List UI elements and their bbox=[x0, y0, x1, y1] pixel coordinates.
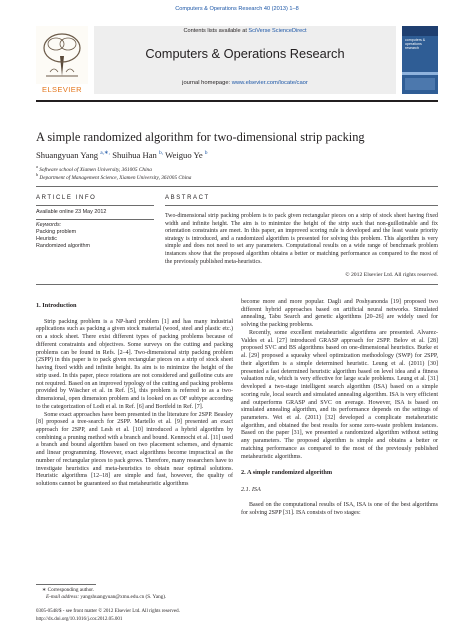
article-history: Available online 23 May 2012 bbox=[36, 209, 107, 215]
sciencedirect-link[interactable]: SciVerse ScienceDirect bbox=[248, 28, 307, 34]
homepage-line bbox=[94, 80, 396, 86]
homepage-prefix: journal homepage: bbox=[182, 80, 232, 86]
left-column bbox=[36, 302, 233, 489]
issn-line: 0305-0548/$ - see front matter © 2012 Elsevier Ltd. All rights reserved. bbox=[36, 609, 180, 614]
author-marks[interactable]: a,∗, bbox=[100, 150, 111, 157]
abstract-text: Two-dimensional strip packing problem is to pack given rectangular pieces on a strip of stock sheet having fixed width and infinite height. The aim is to minimize the height of the strip such that non-guillotinable and fix orientation constraints are meet. In this paper, an improved scoring rule is developed and the least waste priority strategy is introduced, and a randomized algorithm is presented for solving this problem. This algorithm is very simple and does not need to set any parameters. Computational results on a wide range of benchmark problem instances show that the proposed algorithm obtains a better or matching performance as compared to the most of the previously published meta-heuristics. bbox=[165, 213, 438, 265]
contents-prefix: Contents lists available at bbox=[183, 28, 249, 34]
keywords-block bbox=[36, 222, 90, 250]
article-info-heading: ARTICLE INFO bbox=[36, 195, 97, 201]
affiliation-text: Department of Management Science, Xiamen University, 361005 China bbox=[39, 174, 192, 181]
cover-title: computers & operations research bbox=[405, 38, 426, 51]
affiliation bbox=[36, 172, 191, 181]
homepage-link[interactable]: www.elsevier.com/locate/caor bbox=[231, 80, 308, 86]
body-paragraph: Some exact approaches have been presented in the literature for 2SPP. Beasley [8] proposed a tree-search for 2SPP. Martello et al. [9] presented an exact approach for 2SPP, and Lesh et al. [10] introduced a hybrid algorithm by combining a pruning method with a branch and bound. Kenmochi et al. [11] used a branch and bound algorithm based on two placement schemes, and dynamic and linear programming. However, exact algorithms become impractical as the number of rectangular pieces to pack grows. Therefore, many researchers have to investigate heuristics and meta-heuristics to obtain near optimal solutions. Heuristic algorithms [12–18] are simple and fast, however, the quality of solutions cannot be guaranteed so that metaheuristic algorithms bbox=[36, 411, 233, 488]
history-rule bbox=[36, 219, 154, 220]
email-line bbox=[36, 594, 233, 601]
author-name[interactable]: Weiguo Ye bbox=[165, 150, 203, 160]
publisher-name: ELSEVIER bbox=[42, 85, 82, 94]
body-paragraph: Recently, some excellent metaheuristic algorithms are presented. Alvarez-Valdes et al. [27] introduced GRASP approach for 2SPP. Belov et al. [28] proposed SVC and BS algorithms based on one-dimensional heuristics. Burke et al. [29] proposed a squeaky wheel optimization methodology (SWP) for 2SPP, their algorithm is a simple determined heuristic. Leung et al. (2011) [30] presented a fast determined heuristic algorithm based on level idea and a fitness valuation rule, which is very effective for large scale problems. Leung et al. [31] developed a two-stage intelligent search algorithm (ISA) based on a simple scoring rule, local search and simulated annealing algorithm. ISA is very efficient and outperforms GRASP and SVC on average. However, ISA is based on simulated annealing algorithm, and its performance depends on the settings of parameters. Wei et al. (2011) [32] developed a complicate metaheuristic algorithm, and obtained the best results for some zero-waste problem instances. Based on the paper [31], we presented a randomized algorithm without setting any parameters. The proposed algorithm is simple and obtains a better or matching performance as compared to the most of the previously published metaheuristic algorithms. bbox=[241, 329, 438, 460]
journal-cover-thumbnail[interactable] bbox=[402, 26, 438, 94]
cover-stripe bbox=[402, 72, 438, 75]
keyword: Randomized algorithm bbox=[36, 243, 90, 250]
affiliation-mark: b bbox=[36, 172, 39, 177]
section-gap bbox=[241, 461, 438, 469]
keywords-label: Keywords: bbox=[36, 222, 62, 228]
section-heading-randomized-algorithm: 2. A simple randomized algorithm bbox=[241, 469, 333, 477]
abstract-heading: ABSTRACT bbox=[165, 195, 210, 201]
publisher-logo[interactable] bbox=[36, 26, 88, 94]
right-column bbox=[241, 299, 438, 517]
elsevier-tree-icon bbox=[36, 26, 88, 84]
copyright-line: © 2012 Elsevier Ltd. All rights reserved. bbox=[345, 272, 438, 278]
author-name[interactable]: Shuangyuan Yang bbox=[36, 150, 99, 160]
subsection-heading-isa: 2.1. ISA bbox=[241, 486, 261, 494]
info-top-rule bbox=[36, 186, 438, 187]
author-marks[interactable]: b bbox=[204, 150, 208, 157]
running-head: Computers & Operations Research 40 (2013) 1–8 bbox=[175, 6, 299, 12]
journal-name: Computers & Operations Research bbox=[145, 46, 345, 61]
corresponding-author-note: ∗ Corresponding author. bbox=[42, 587, 95, 593]
affiliation-text: Software school of Xiamen University, 361005 China bbox=[39, 166, 152, 173]
cover-block bbox=[405, 78, 435, 90]
cover-band bbox=[402, 26, 438, 36]
author-marks[interactable]: b, bbox=[159, 150, 164, 157]
keyword: Heuristic bbox=[36, 236, 57, 243]
email-label: E-mail address: bbox=[46, 594, 81, 600]
affiliation-mark: a bbox=[36, 164, 38, 169]
doi-link[interactable]: http://dx.doi.org/10.1016/j.cor.2012.05.001 bbox=[36, 617, 123, 622]
contents-line bbox=[94, 28, 396, 34]
footnote-rule bbox=[36, 584, 96, 585]
masthead-rule bbox=[36, 100, 438, 102]
body-paragraph: become more and more popular. Dagli and Poshyanonda [19] proposed two different hybrid approaches based on artificial neural networks. Simulated annealing, Tabu Search and genetic algorithms [20–26] are widely used for solving the packing problems. bbox=[241, 299, 438, 329]
footnote bbox=[36, 587, 233, 601]
body-paragraph: Based on the computational results of ISA, ISA is one of the best algorithms for solving 2SPP [31]. ISA consists of two stages: bbox=[241, 501, 438, 516]
author-name[interactable]: Shuihua Han bbox=[112, 150, 157, 160]
keyword: Packing problem bbox=[36, 229, 77, 236]
body-paragraph: Strip packing problem is a NP-hard problem [1] and has many industrial applications such as packing a given stock material (wood, steel and plastic etc.) on a stock sheet. There exist different types of packing problems because of different constraints and objectives. Some surveys on the cutting and packing problems can be found in Refs. [2–4]. Two-dimensional strip packing problem (2SPP) in this paper is to pack given rectangular pieces on a strip of stock sheet having fixed width and infinite height. Its aim is to minimize the height of the strip used. In this paper, piece rotations are not considered and guillotine cuts are not required. Based on an improved typology of the cutting and packing problems provided by Wäscher et al. in Ref. [5], this problem is referred to as a two-dimensional, open dimension problem and is looked on as OF subtype according to the categorization of Lodi et al. in Ref. [6] and Bortfeld in Ref. [7]. bbox=[36, 318, 233, 410]
abstract-bottom-rule bbox=[36, 284, 438, 285]
article-title: A simple randomized algorithm for two-dimensional strip packing bbox=[36, 130, 365, 144]
info-rule bbox=[36, 205, 154, 206]
email-address[interactable]: yangshuangyuan@xmu.edu.cn (S. Yang). bbox=[80, 594, 167, 600]
author-list bbox=[36, 150, 208, 160]
section-heading-introduction: 1. Introduction bbox=[36, 302, 77, 309]
abstract-rule bbox=[165, 205, 438, 206]
